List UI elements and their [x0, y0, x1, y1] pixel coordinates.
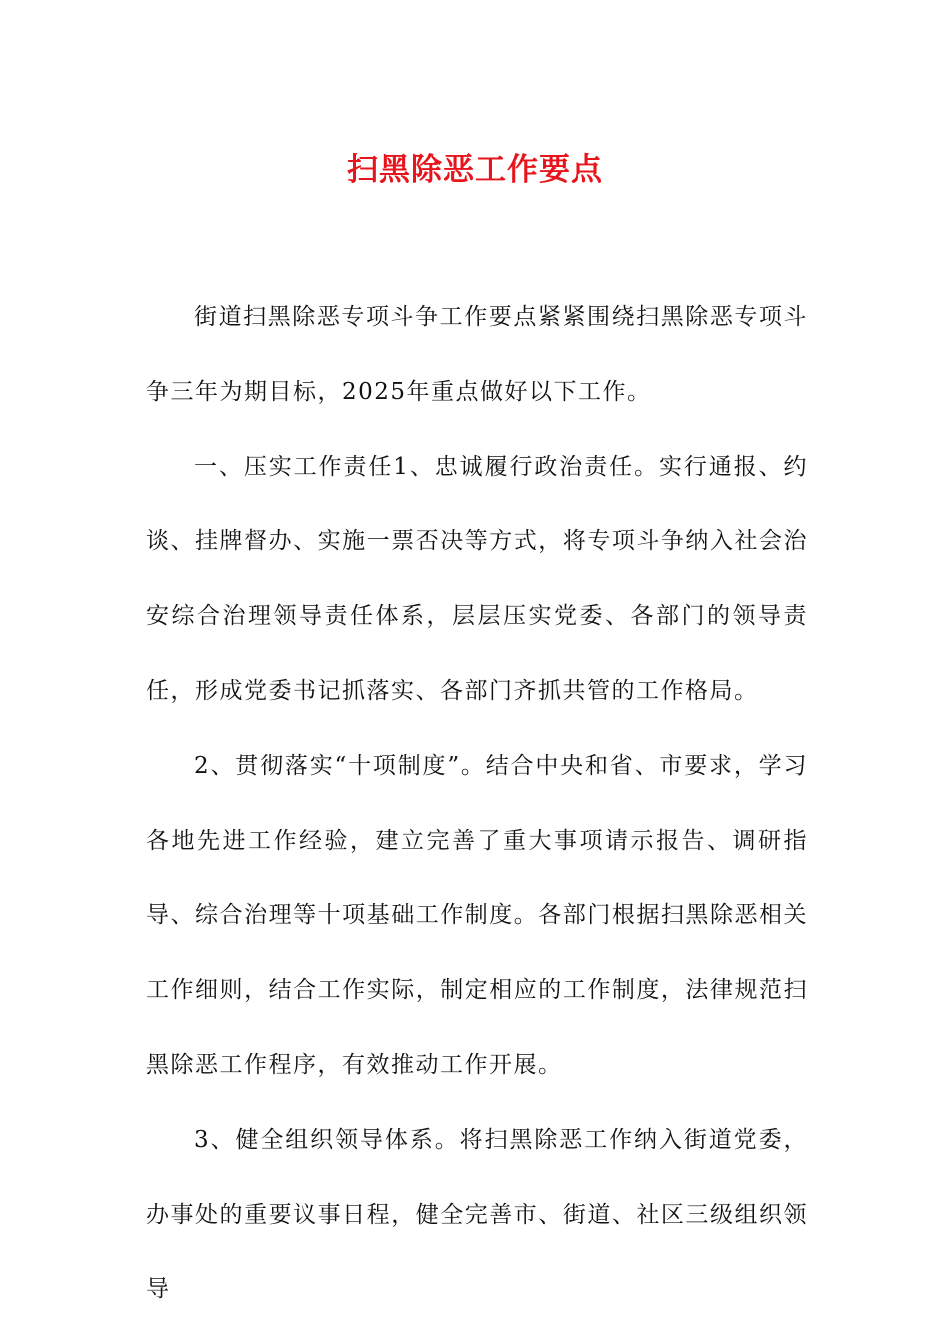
- paragraph-organization: 3、健全组织领导体系。将扫黑除恶工作纳入街道党委，办事处的重要议事日程，健全完善市、街道、社区三级组织领导: [146, 1126, 808, 1303]
- paragraph-ten-systems: 2、贯彻落实“十项制度”。结合中央和省、市要求，学习各地先进工作经验，建立完善了重大事项请示报告、调研指导、综合治理等十项基础工作制度。各部门根据扫黑除恶相关工作细则，结合工作实际，制定相应的工作制度，法律规范扫黑除恶工作程序，有效推动工作开展。: [146, 752, 808, 1078]
- document-title: 扫黑除恶工作要点: [347, 152, 603, 188]
- paragraph-responsibility: 一、压实工作责任1、忠诚履行政治责任。实行通报、约谈、挂牌督办、实施一票否决等方式，将专项斗争纳入社会治安综合治理领导责任体系，层层压实党委、各部门的领导责任，形成党委书记抓落实、各部门齐抓共管的工作格局。: [146, 453, 808, 704]
- paragraph-intro: 街道扫黑除恶专项斗争工作要点紧紧围绕扫黑除恶专项斗争三年为期目标，2025年重点做好以下工作。: [146, 304, 808, 405]
- document-body: [146, 280, 808, 1327]
